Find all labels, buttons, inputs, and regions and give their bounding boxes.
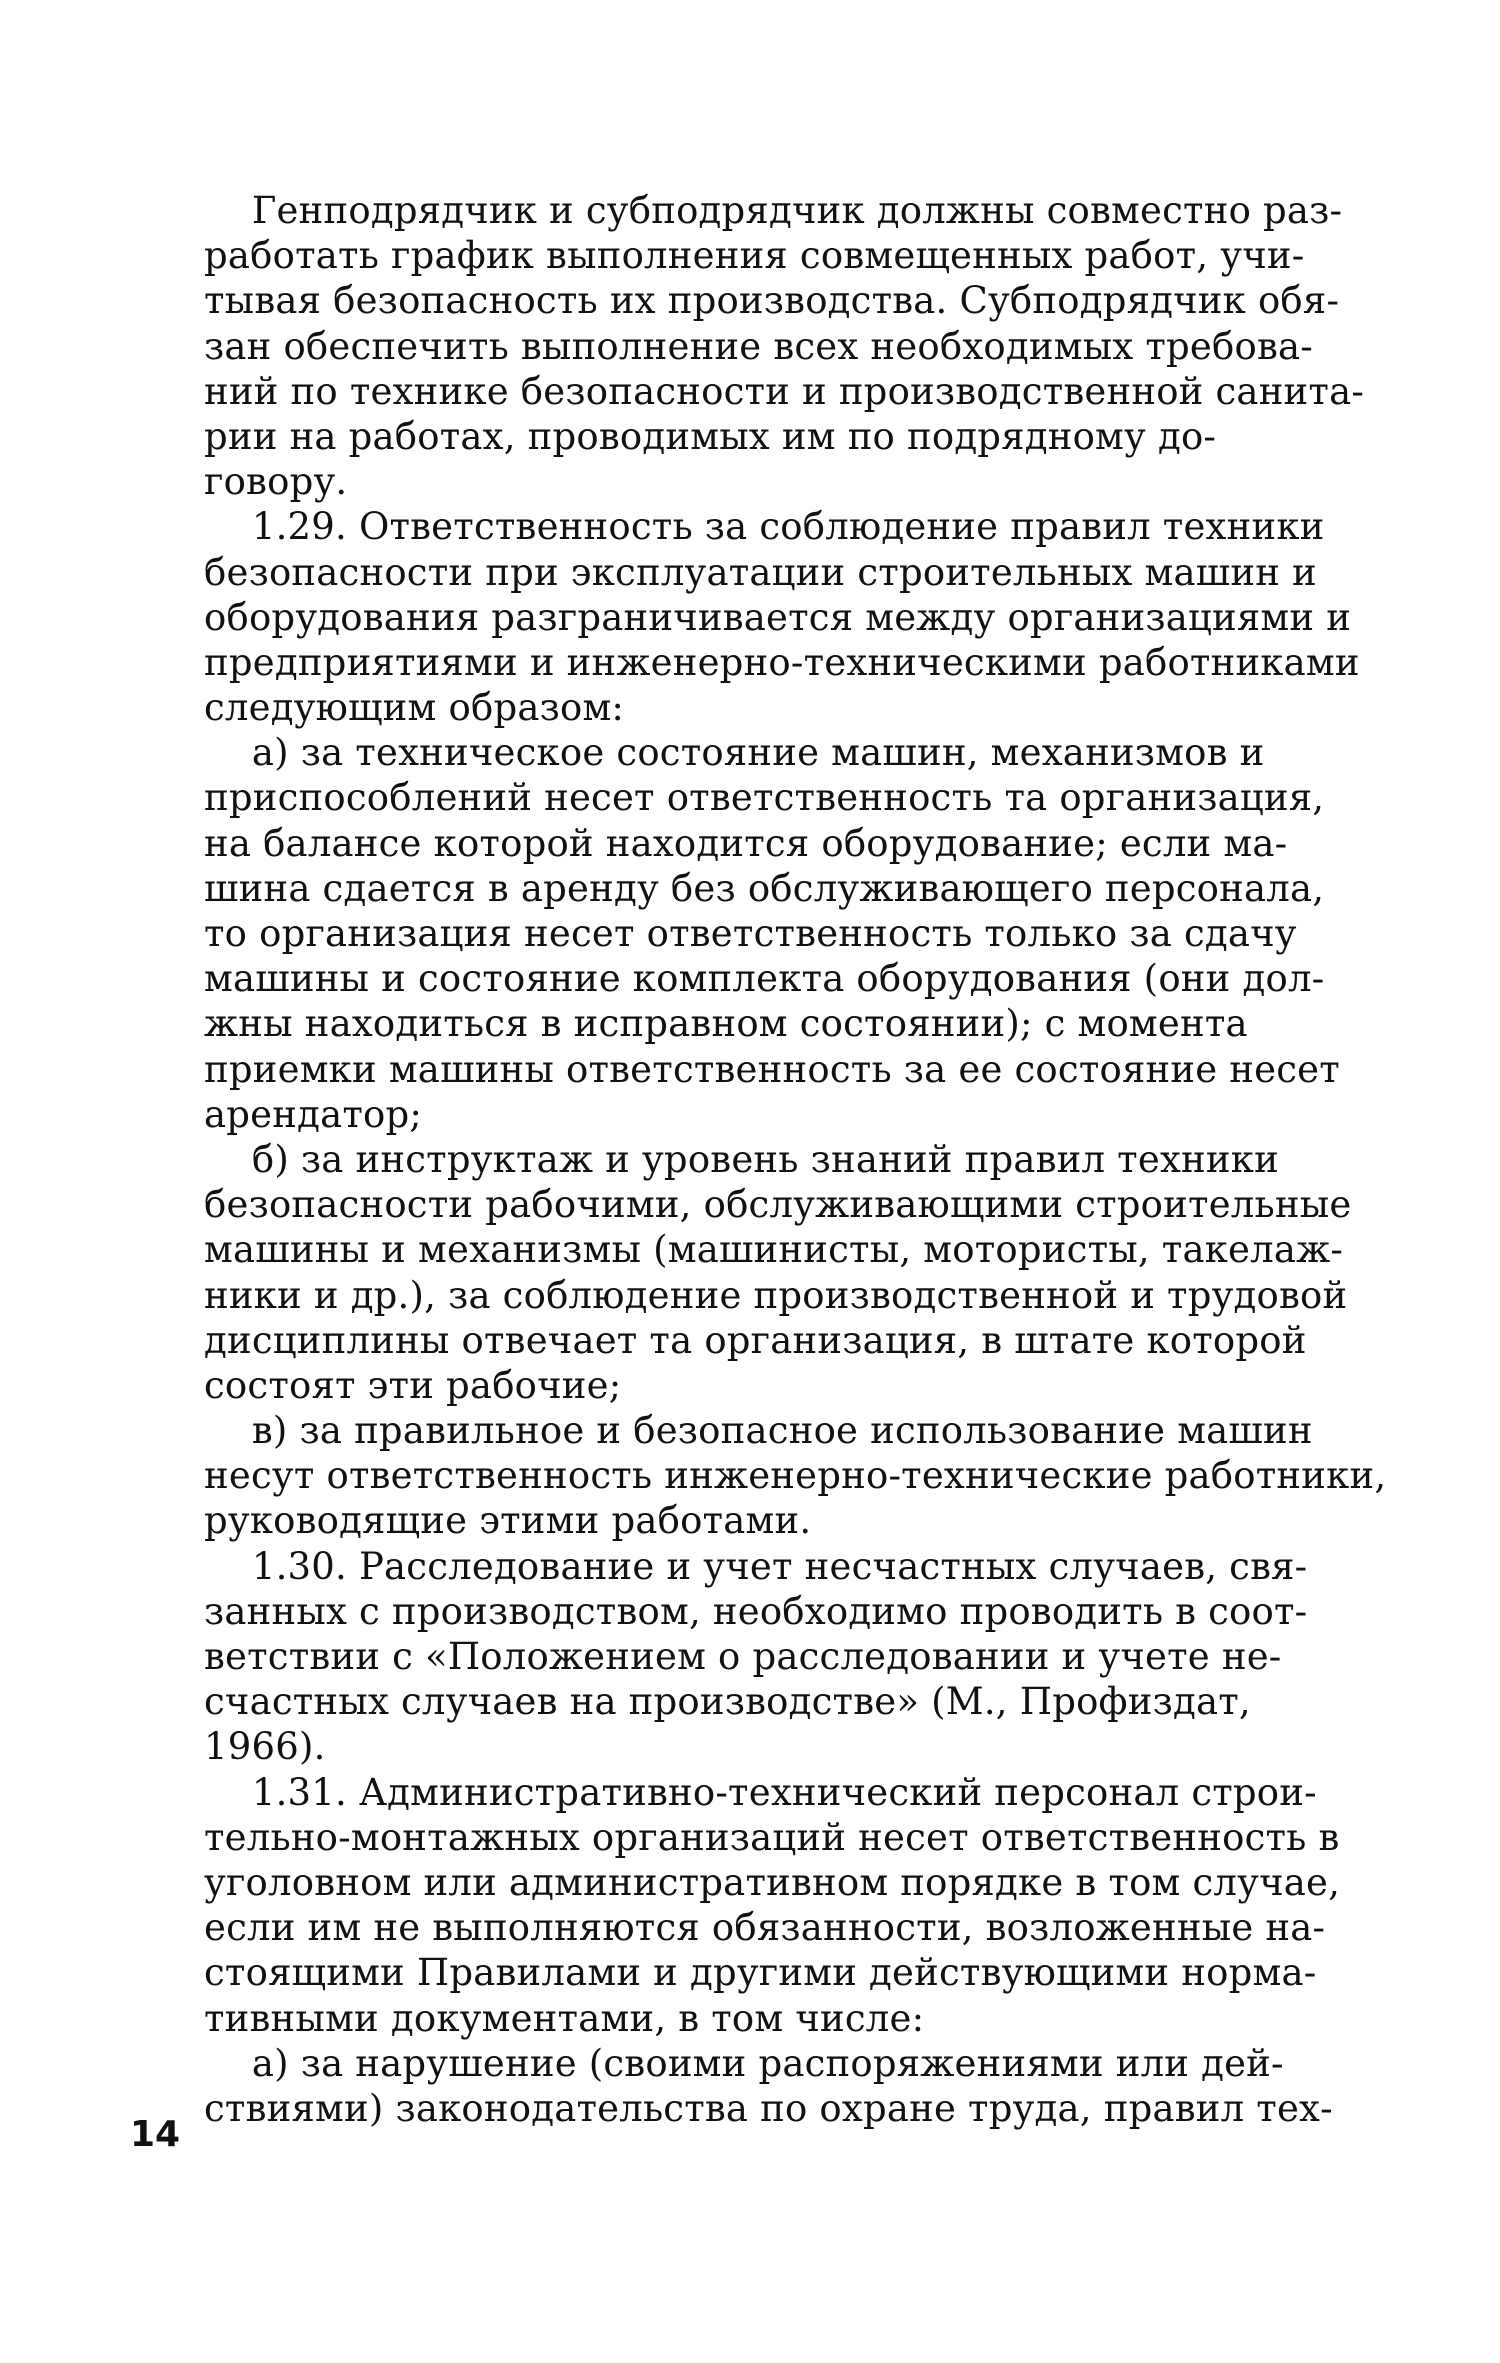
text-line: предприятиями и инженерно-техническими работниками [204, 640, 1360, 684]
text-line: 1966). [204, 1725, 326, 1769]
text-line: безопасности рабочими, обслуживающими строительные [204, 1183, 1352, 1227]
text-line: б) за инструктаж и уровень знаний правил техники [204, 1137, 1279, 1181]
text-line: приспособлений несет ответственность та организация, [204, 776, 1325, 820]
text-line: в) за правильное и безопасное использование машин [204, 1409, 1313, 1453]
text-line: 1.31. Административно-технический персонал строи- [204, 1770, 1317, 1814]
text-line: если им не выполняются обязанности, возложенные на- [204, 1906, 1326, 1950]
text-line: стоящими Правилами и другими действующими норма- [204, 1951, 1317, 1995]
text-line: тельно-монтажных организаций несет ответственность в [204, 1815, 1340, 1859]
text-line: машины и состояние комплекта оборудования (они дол- [204, 957, 1325, 1001]
text-line: говору. [204, 460, 348, 504]
text-line: приемки машины ответственность за ее состояние несет [204, 1047, 1340, 1091]
text-line: 1.30. Расследование и учет несчастных случаев, свя- [204, 1544, 1308, 1588]
text-line: ний по технике безопасности и производственной санита- [204, 369, 1365, 413]
text-line: 1.29. Ответственность за соблюдение правил техники [204, 505, 1325, 549]
text-line: арендатор; [204, 1092, 423, 1136]
text-line: руководящие этими работами. [204, 1499, 812, 1543]
text-line: ветствии с «Положением о расследовании и учете не- [204, 1635, 1282, 1678]
body-text [204, 188, 1387, 2131]
text-line: на балансе которой находится оборудование; если ма- [204, 821, 1288, 865]
text-line: жны находиться в исправном состоянии); с момента [204, 1002, 1248, 1046]
text-line: занных с производством, необходимо проводить в соот- [204, 1589, 1308, 1633]
text-line: несут ответственность инженерно-технические работники, [204, 1454, 1387, 1498]
text-line: счастных случаев на производстве» (М., Профиздат, [204, 1680, 1251, 1724]
text-line: тивными документами, в том числе: [204, 1996, 925, 2040]
text-line: ники и др.), за соблюдение производственной и трудовой [204, 1273, 1348, 1317]
text-line: шина сдается в аренду без обслуживающего персонала, [204, 866, 1325, 910]
text-line: рии на работах, проводимых им по подрядному до- [204, 414, 1217, 458]
text-line: оборудования разграничивается между организациями и [204, 595, 1352, 639]
text-line: а) за нарушение (своими распоряжениями или дей- [204, 2041, 1284, 2085]
text-line: состоят эти рабочие; [204, 1363, 622, 1407]
text-line: а) за техническое состояние машин, механизмов и [204, 731, 1265, 775]
text-line: зан обеспечить выполнение всех необходимых требова- [204, 324, 1313, 368]
page-number: 14 [130, 2114, 181, 2155]
text-line: тывая безопасность их производства. Субподрядчик обя- [204, 279, 1340, 323]
text-line: работать график выполнения совмещенных работ, учи- [204, 234, 1305, 278]
text-line: Генподрядчик и субподрядчик должны совместно раз- [204, 189, 1343, 232]
text-line: уголовном или административном порядке в том случае, [204, 1860, 1341, 1904]
text-line: то организация несет ответственность только за сдачу [204, 912, 1297, 955]
text-line: дисциплины отвечает та организация, в штате которой [204, 1318, 1307, 1362]
text-line: машины и механизмы (машинисты, мотористы, такелаж- [204, 1228, 1344, 1272]
text-line: безопасности при эксплуатации строительных машин и [204, 550, 1317, 594]
text-line: следующим образом: [204, 686, 625, 730]
text-line: ствиями) законодательства по охране труда, правил тех- [204, 2086, 1333, 2130]
